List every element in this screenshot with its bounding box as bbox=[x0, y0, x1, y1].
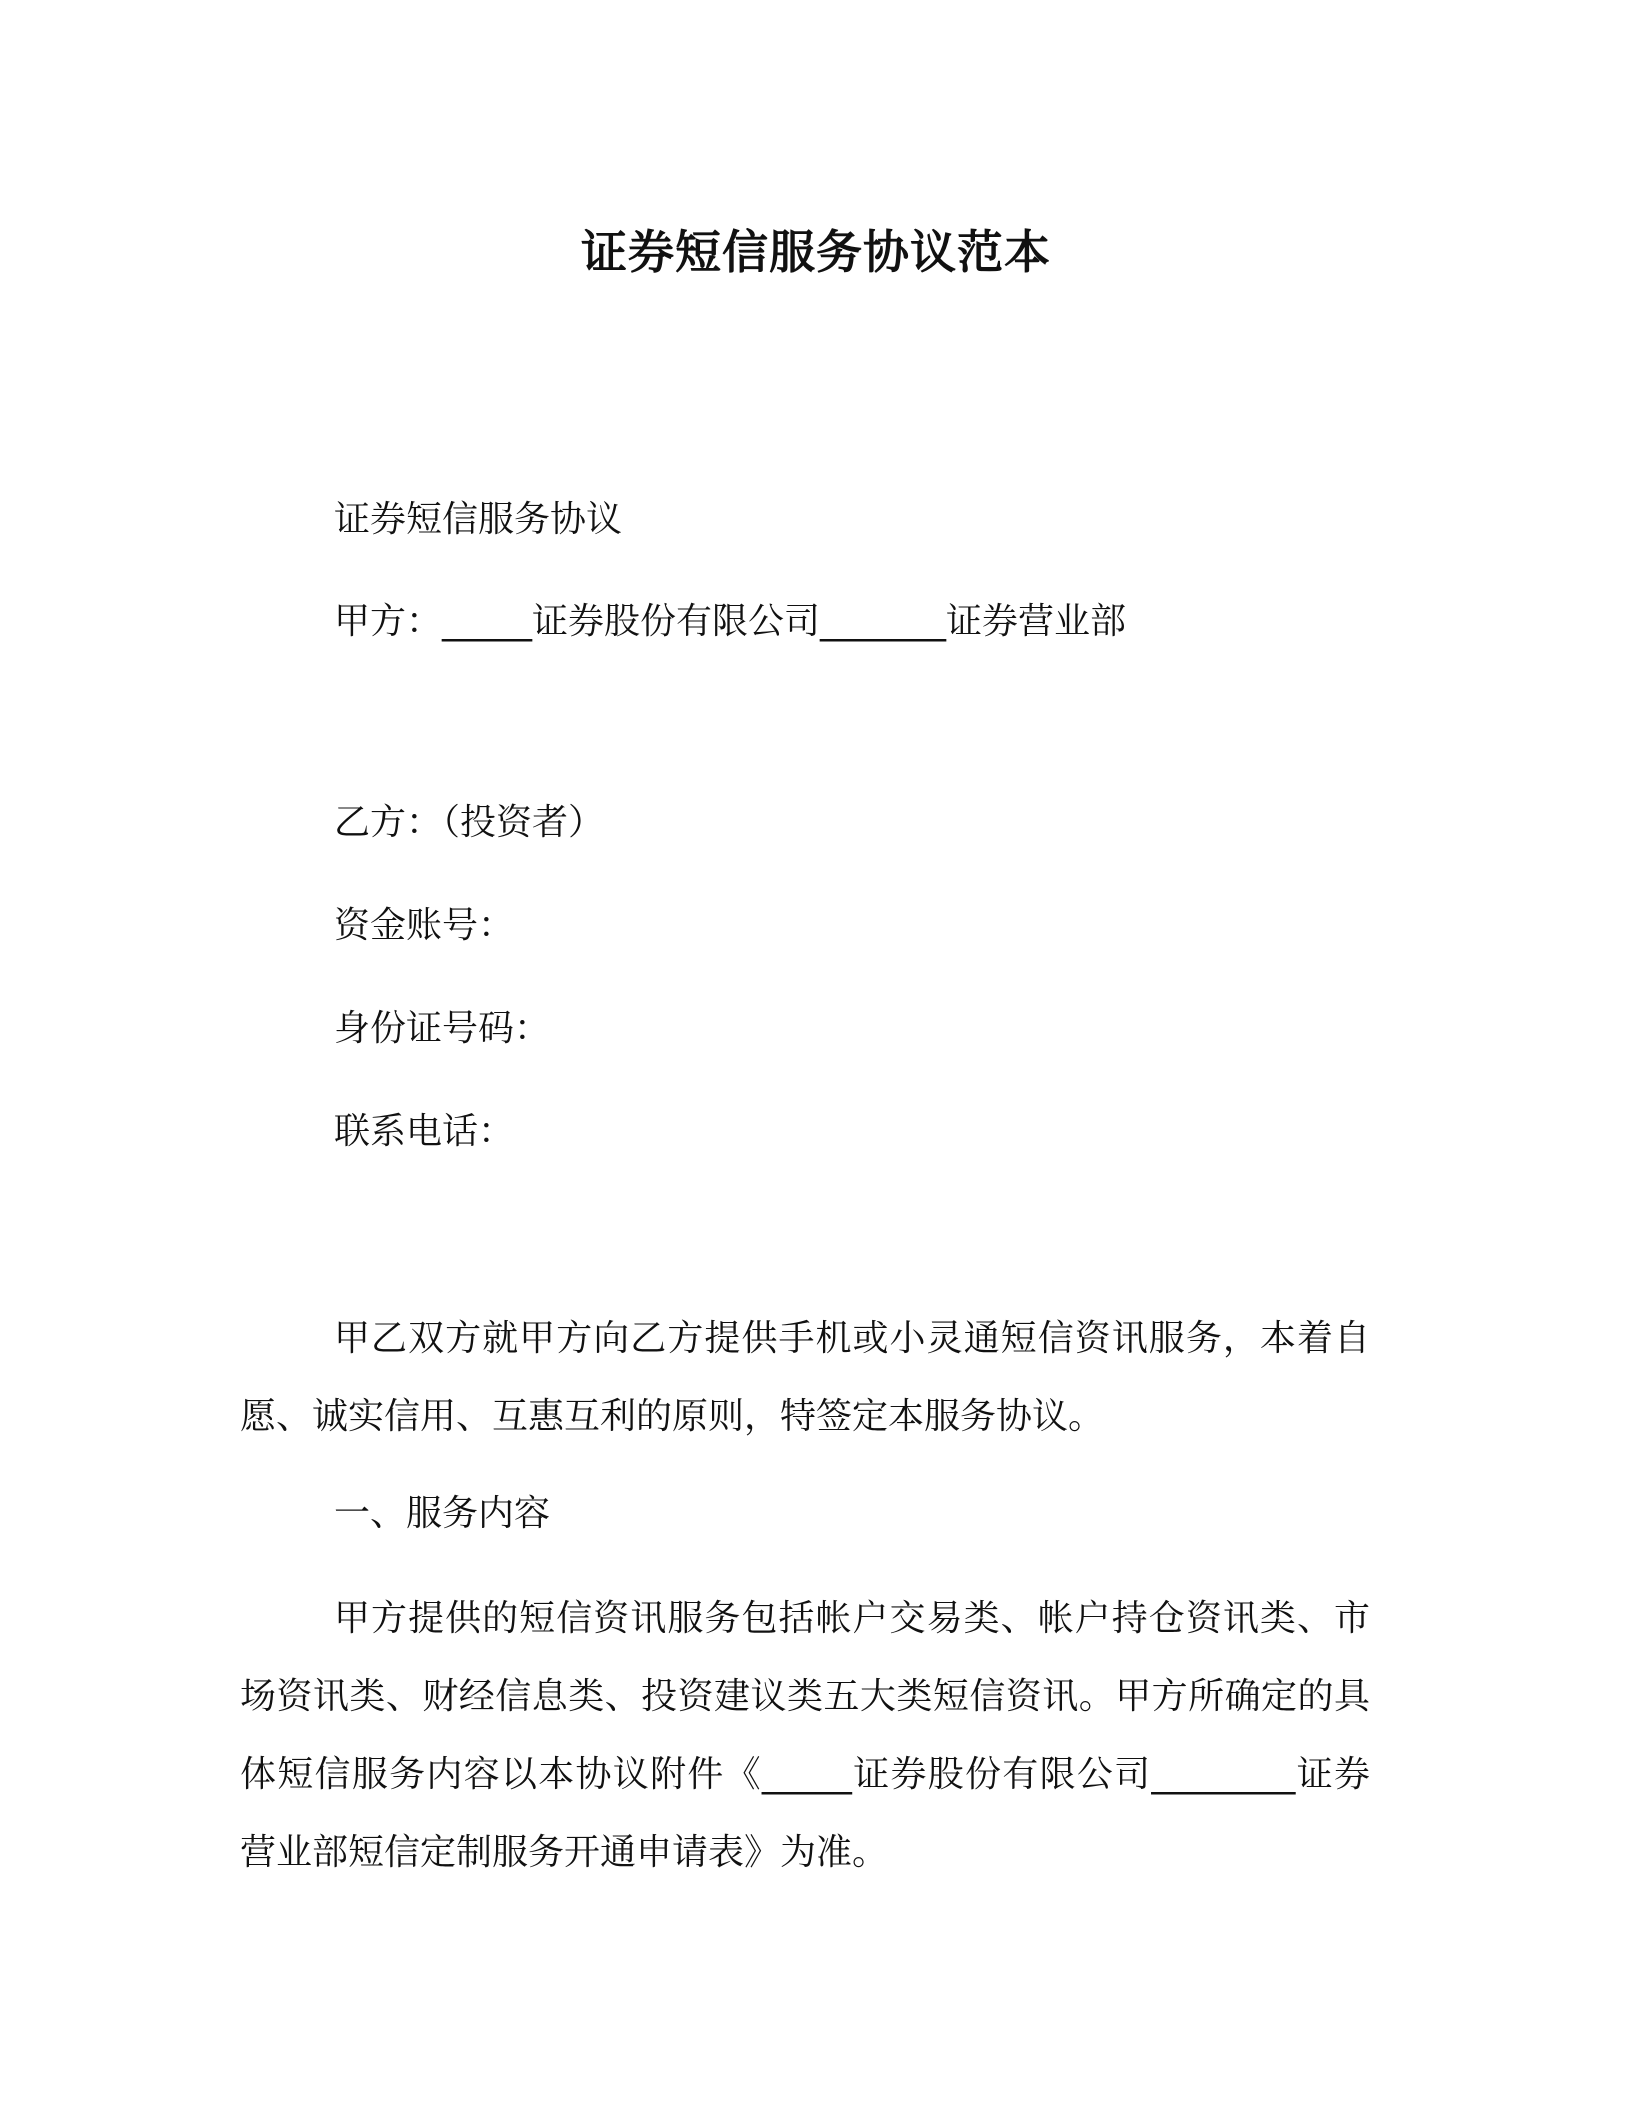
phone-line: 联系电话： bbox=[334, 1111, 515, 1152]
id-number-line: 身份证号码： bbox=[334, 1008, 551, 1049]
section-1-paragraph: 甲方提供的短信资讯服务包括帐户交易类、帐户持仓资讯类、市场资讯类、财经信息类、投资建议类五大类短信资讯。甲方所确定的具体短信服务内容以本协议附件《_____证券股份有限公司________证券营业部短信定制服务开通申请表》为准。 bbox=[240, 1598, 1370, 1873]
section-1-heading: 一、服务内容 bbox=[334, 1493, 551, 1534]
agreement-subtitle: 证券短信服务协议 bbox=[334, 499, 623, 540]
fund-account-line: 资金账号： bbox=[334, 905, 515, 946]
party-a-line: 甲方：_____证券股份有限公司_______证券营业部 bbox=[334, 601, 1127, 642]
intro-paragraph: 甲乙双方就甲方向乙方提供手机或小灵通短信资讯服务，本着自愿、诚实信用、互惠互利的原则，特签定本服务协议。 bbox=[240, 1318, 1370, 1437]
party-b-line: 乙方：（投资者） bbox=[334, 802, 605, 843]
document-title: 证券短信服务协议范本 bbox=[581, 225, 1051, 279]
